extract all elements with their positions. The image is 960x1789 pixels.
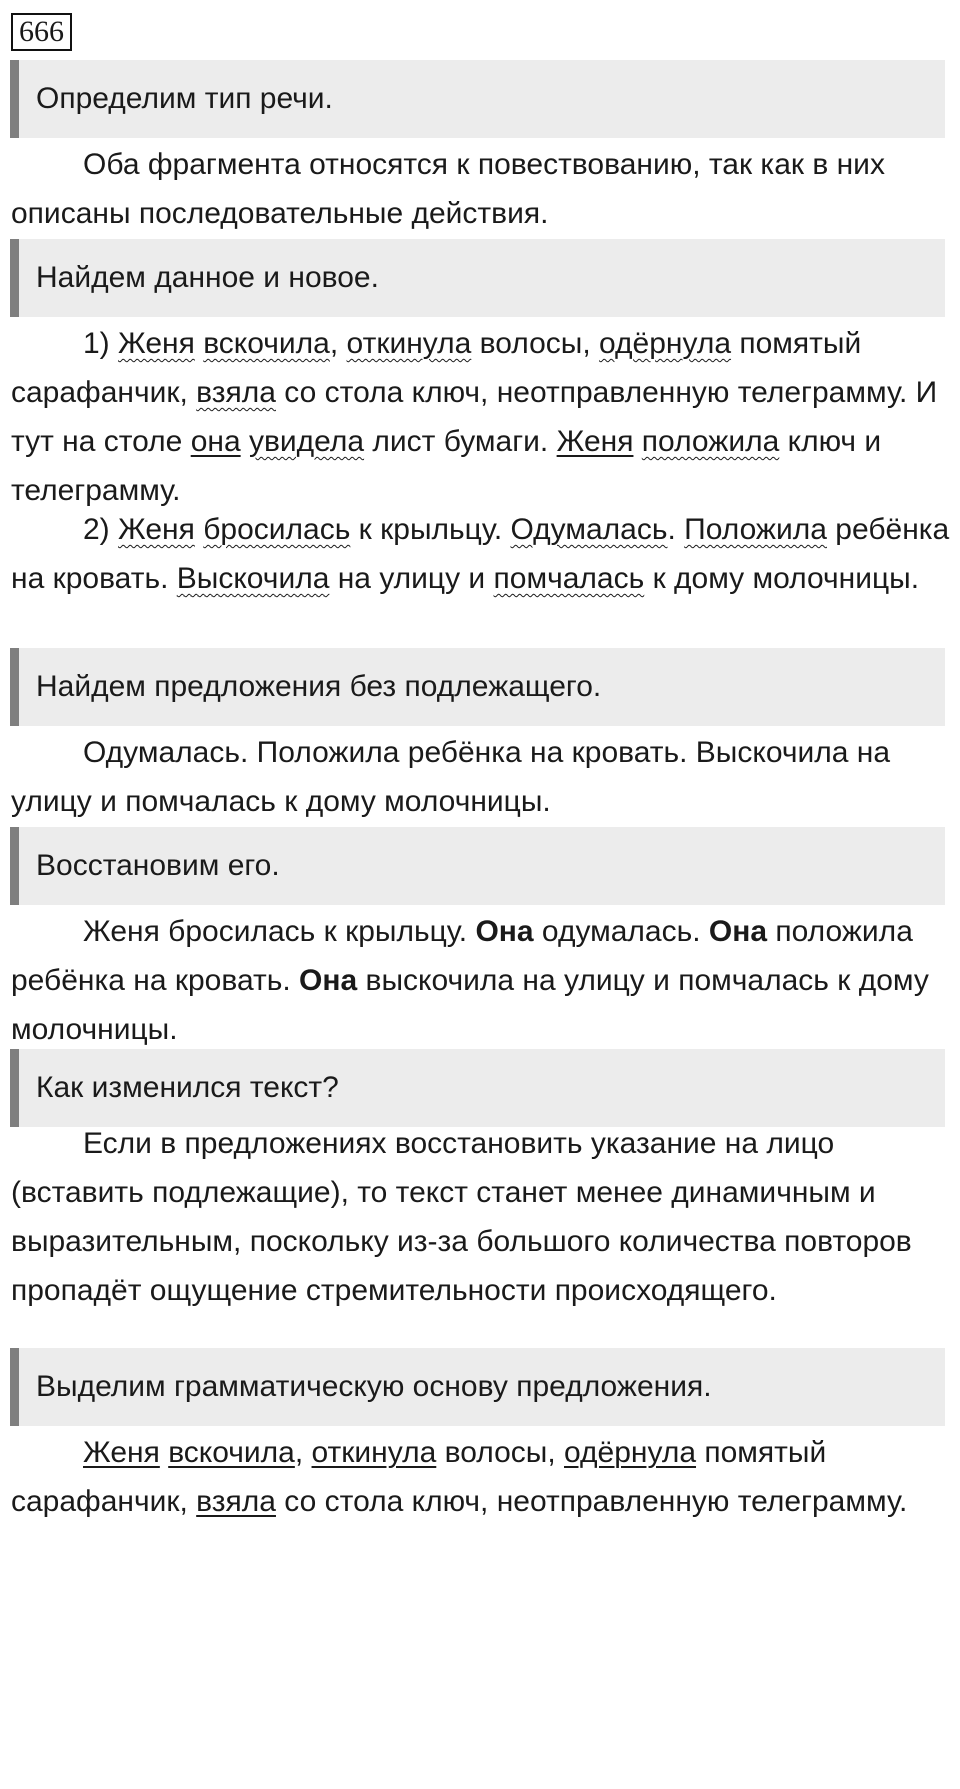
subject: Женя xyxy=(83,1436,160,1469)
task-number: 666 xyxy=(11,13,72,51)
paragraph-speech-type: Оба фрагмента относятся к повествованию, так как в них описаны последовательные действия. xyxy=(11,148,885,230)
section-header-given-new: Найдем данное и новое. xyxy=(10,239,945,317)
predicate: положила xyxy=(641,425,780,458)
paragraph-text-change: Если в предложениях восстановить указание на лицо (вставить подлежащие), то текст станет менее динамичным и выразительным, поскольку из-за большого количества повторов пропадёт ощущение стремительности происходящего. xyxy=(11,1127,912,1307)
subject: Женя xyxy=(118,513,195,546)
subject: она xyxy=(190,425,241,458)
paragraph-fragment-1: 1) Женя вскочила, откинула волосы, одёрнула помятый сарафанчик, взяла со стола ключ, неотправленную телеграмму. И тут на столе она увидела лист бумаги. Женя положила ключ и телеграмму. xyxy=(11,327,938,507)
paragraph-grammar-base: Женя вскочила, откинула волосы, одёрнула помятый сарафанчик, взяла со стола ключ, неотправленную телеграмму. xyxy=(11,1436,908,1518)
predicate: бросилась xyxy=(203,513,351,546)
paragraph-fragment-2: 2) Женя бросилась к крыльцу. Одумалась. Положила ребёнка на кровать. Выскочила на улицу и помчалась к дому молочницы. xyxy=(11,513,950,595)
section-header-no-subject: Найдем предложения без подлежащего. xyxy=(10,648,945,726)
predicate: вскочила xyxy=(168,1436,295,1469)
section-header-grammar-base: Выделим грамматическую основу предложения. xyxy=(10,1348,945,1426)
predicate: откинула xyxy=(346,327,472,360)
predicate: откинула xyxy=(311,1436,437,1469)
predicate: одёрнула xyxy=(599,327,732,360)
predicate: взяла xyxy=(196,376,276,409)
predicate: увидела xyxy=(248,425,365,458)
section-header-speech-type: Определим тип речи. xyxy=(10,60,945,138)
predicate: взяла xyxy=(196,1485,276,1518)
predicate: вскочила xyxy=(203,327,330,360)
paragraph-no-subject: Одумалась. Положила ребёнка на кровать. Выскочила на улицу и помчалась к дому молочницы. xyxy=(11,736,891,818)
section-header-restore: Восстановим его. xyxy=(10,827,945,905)
section-header-text-change: Как изменился текст? xyxy=(10,1049,945,1127)
subject: Женя xyxy=(556,425,634,458)
paragraph-restore: Женя бросилась к крыльцу. Она одумалась. Она положила ребёнка на кровать. Она выскочила на улицу и помчалась к дому молочницы. xyxy=(11,915,929,1046)
predicate: Одумалась xyxy=(510,513,668,546)
predicate: Выскочила xyxy=(176,562,330,595)
subject: Женя xyxy=(118,327,195,360)
predicate: Положила xyxy=(684,513,827,546)
predicate: одёрнула xyxy=(564,1436,697,1469)
predicate: помчалась xyxy=(493,562,645,595)
